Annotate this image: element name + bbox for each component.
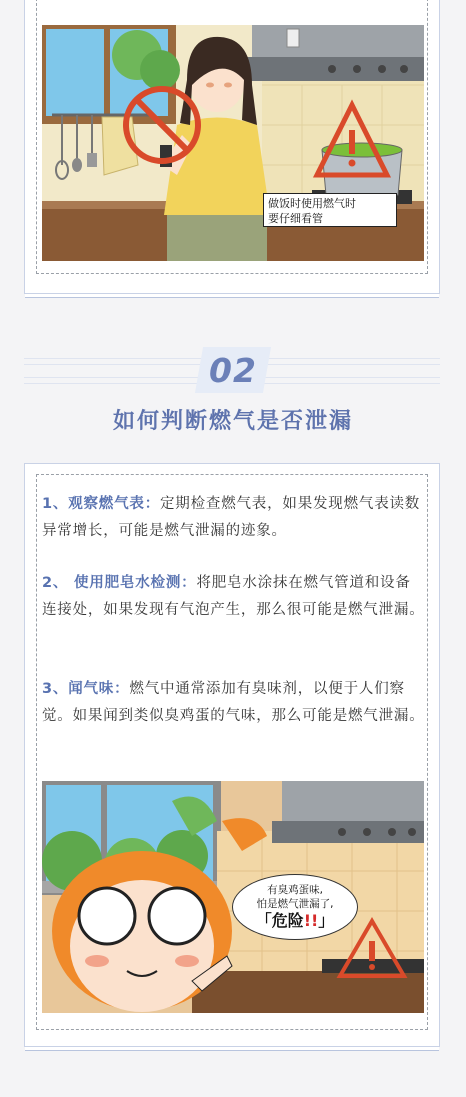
illustration-card-1: [24, 0, 440, 294]
item-text: 燃气中通常添加有臭味剂，以便于人们察觉。如果闻到类似臭鸡蛋的气味，那么可能是燃气泄漏。: [42, 681, 425, 724]
bubble-danger-text: 「危险: [255, 911, 304, 930]
section-title: 如何判断燃气是否泄漏: [112, 409, 353, 434]
bubble-line-2: 怕是燃气泄漏了,: [256, 898, 334, 910]
item-lead: 2、 使用肥皂水检测：: [42, 575, 197, 591]
caption-box: [263, 193, 397, 227]
item-text: 定期检查燃气表，如果发现燃气表读数异常增长，可能是燃气泄漏的迹象。: [42, 496, 421, 539]
caption-line-2: 要仔细看管: [268, 212, 323, 225]
list-item: [42, 491, 425, 545]
item-lead: 1、观察燃气表：: [42, 496, 160, 512]
bubble-exclaim: !!: [303, 911, 319, 930]
item-lead: 3、闻气味：: [42, 681, 130, 697]
list-item: [42, 570, 425, 624]
bubble-line-3: [233, 911, 357, 931]
caption-line-1: 做饭时使用燃气时: [268, 197, 356, 210]
bubble-close-quote: 」: [318, 911, 335, 930]
item-text: 将肥皂水涂抹在燃气管道和设备连接处，如果发现有气泡产生，那么很可能是燃气泄漏。: [42, 575, 425, 618]
list-item: [42, 676, 425, 730]
section-number: 02: [209, 351, 257, 390]
bubble-line-1: 有臭鸡蛋味,: [267, 884, 323, 896]
speech-bubble: [232, 874, 358, 940]
